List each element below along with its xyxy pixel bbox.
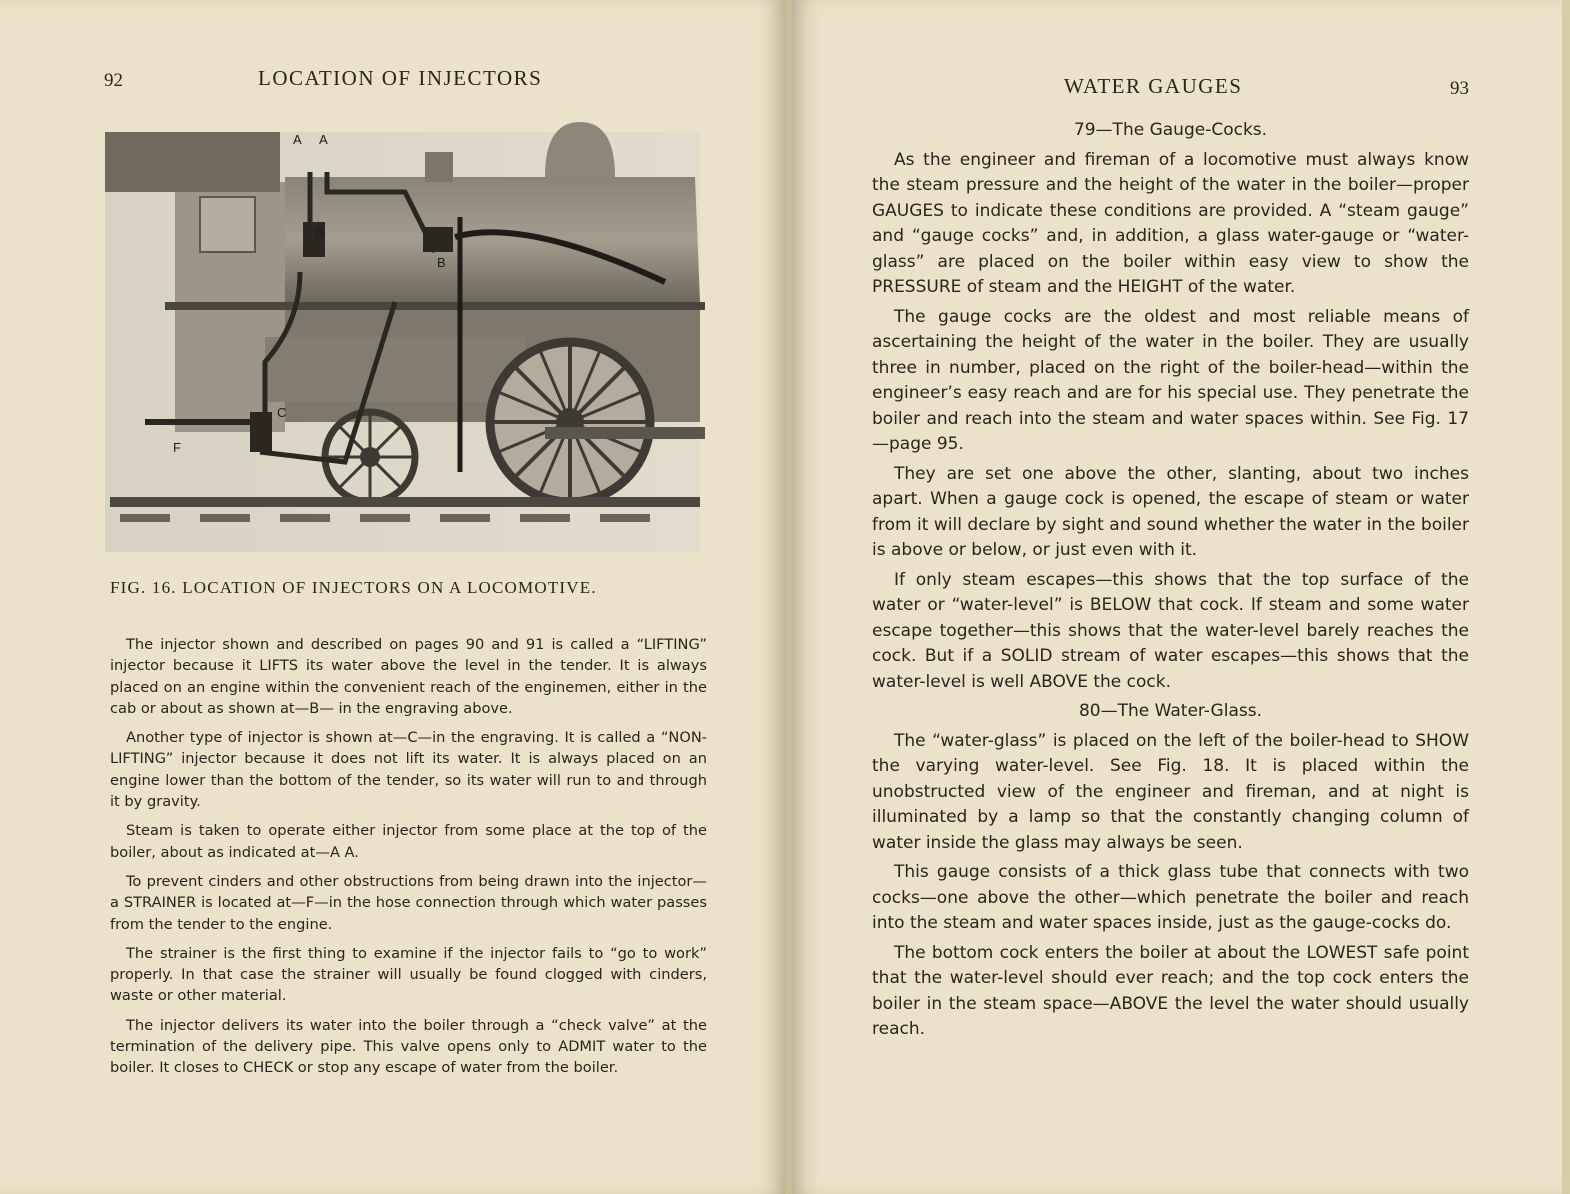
section-heading-79: 79—The Gauge-Cocks. [1073,120,1268,140]
right-paragraph: The “water-glass” is placed on the left of the boiler-head to SHOW the varying water-level. See Fig. 18. It is placed within the unobstructed view of the engineer and fireman, and at night is illuminated by a lamp so that the constantly changing column of water inside the glass may always be seen. [872,730,1469,853]
right-paragraph: As the engineer and fireman of a locomotive must always know the steam pressure and the height of the water in the boiler—proper GAUGES to indicate these conditions are provided. A “steam gauge” and “gauge cocks” and, in addition, a glass water-gauge or “water-glass” are placed on the boiler within easy view to show the PRESSURE of steam and the HEIGHT of the water. [872,149,1469,297]
right-body-text [872,118,1469,1047]
left-running-head: LOCATION OF INJECTORS [258,66,543,90]
left-paragraph: The injector delivers its water into the boiler through a “check valve” at the termination of the delivery pipe. This valve opens only to ADMIT water to the boiler. It closes to CHECK or stop any escape of water from the boiler. [110,1016,707,1077]
right-paragraph: They are set one above the other, slanting, about two inches apart. When a gauge cock is opened, the escape of steam or water from it will declare by sight and sound whether the water in the boiler is above or below, or just even with it. [872,463,1469,560]
label-a1: A [293,132,302,147]
injector-c [250,412,272,452]
label-a2: A [319,132,328,147]
locomotive-engraving [105,122,705,562]
side-rod [545,427,705,439]
steam-dome [545,122,615,177]
rail [110,497,700,507]
label-f: F [173,440,181,455]
left-paragraph: To prevent cinders and other obstructions from being drawn into the injector—a STRAINER is located at—F—in the hose connection through which water passes from the tender to the engine. [110,872,707,933]
right-paragraph: This gauge consists of a thick glass tube that connects with two cocks—one above the other—which penetrate the boiler and reach into the steam and water spaces inside, just as the gauge-cocks do. [872,862,1469,933]
right-page-number: 93 [1450,78,1469,99]
section-heading-80: 80—The Water-Glass. [1078,701,1262,721]
right-paragraph: The gauge cocks are the oldest and most reliable means of ascertaining the height of the water in the boiler. They are usually three in number, placed on the right of the boiler-head—within the engineer’s easy reach and are for his special use. They penetrate the boiler and reach into the steam and water spaces within. See Fig. 17—page 95. [872,306,1469,454]
driving-wheel [490,342,650,502]
left-page-number: 92 [104,70,123,91]
left-paragraph: Steam is taken to operate either injector from some place at the top of the boiler, about as indicated at—A A. [110,822,707,861]
running-board [165,302,705,310]
cab-window [200,197,255,252]
injector-b [423,227,453,252]
frame-cylinder [265,337,525,402]
cab-roof [105,132,280,192]
figure-caption: FIG. 16. LOCATION OF INJECTORS ON A LOCOMOTIVE. [110,578,597,597]
label-c: C [277,405,287,420]
label-d: D [315,225,325,240]
boiler-shell [285,177,700,302]
small-wheel [325,412,415,502]
locomotive-figure [105,122,705,562]
left-paragraph: The injector shown and described on pages 90 and 91 is called a “LIFTING” injector because it LIFTS its water above the level in the tender. It is always placed on an engine within the convenient reach of the enginemen, either in the cab or about as shown at—B— in the engraving above. [110,636,707,717]
right-running-head: WATER GAUGES [1064,74,1243,98]
left-body-text [110,634,707,1087]
right-paragraph: If only steam escapes—this shows that the top surface of the water or “water-level” is BELOW that cock. If steam and some water escape together—this shows that the water-level barely reaches the cock. But if a SOLID stream of water escapes—this shows that the water-level is well ABOVE the cock. [872,569,1469,692]
left-paragraph: Another type of injector is shown at—C—in the engraving. It is called a “NON-LIFTING” injector because it does not lift its water. It is always placed on an engine lower than the bottom of the tender, so its water will run to and through it by gravity. [110,729,707,811]
left-paragraph: The strainer is the first thing to examine if the injector fails to “go to work” properly. In that case the strainer will usually be found clogged with cinders, waste or other material. [110,944,707,1005]
page-edge [1562,0,1570,1194]
sand-dome [425,152,453,182]
label-b: B [437,255,446,270]
book-gutter [785,0,792,1194]
right-paragraph: The bottom cock enters the boiler at about the LOWEST safe point that the water-level should ever reach; and the top cock enters the boiler in the steam space—ABOVE the level the water should usually reach. [872,942,1469,1039]
